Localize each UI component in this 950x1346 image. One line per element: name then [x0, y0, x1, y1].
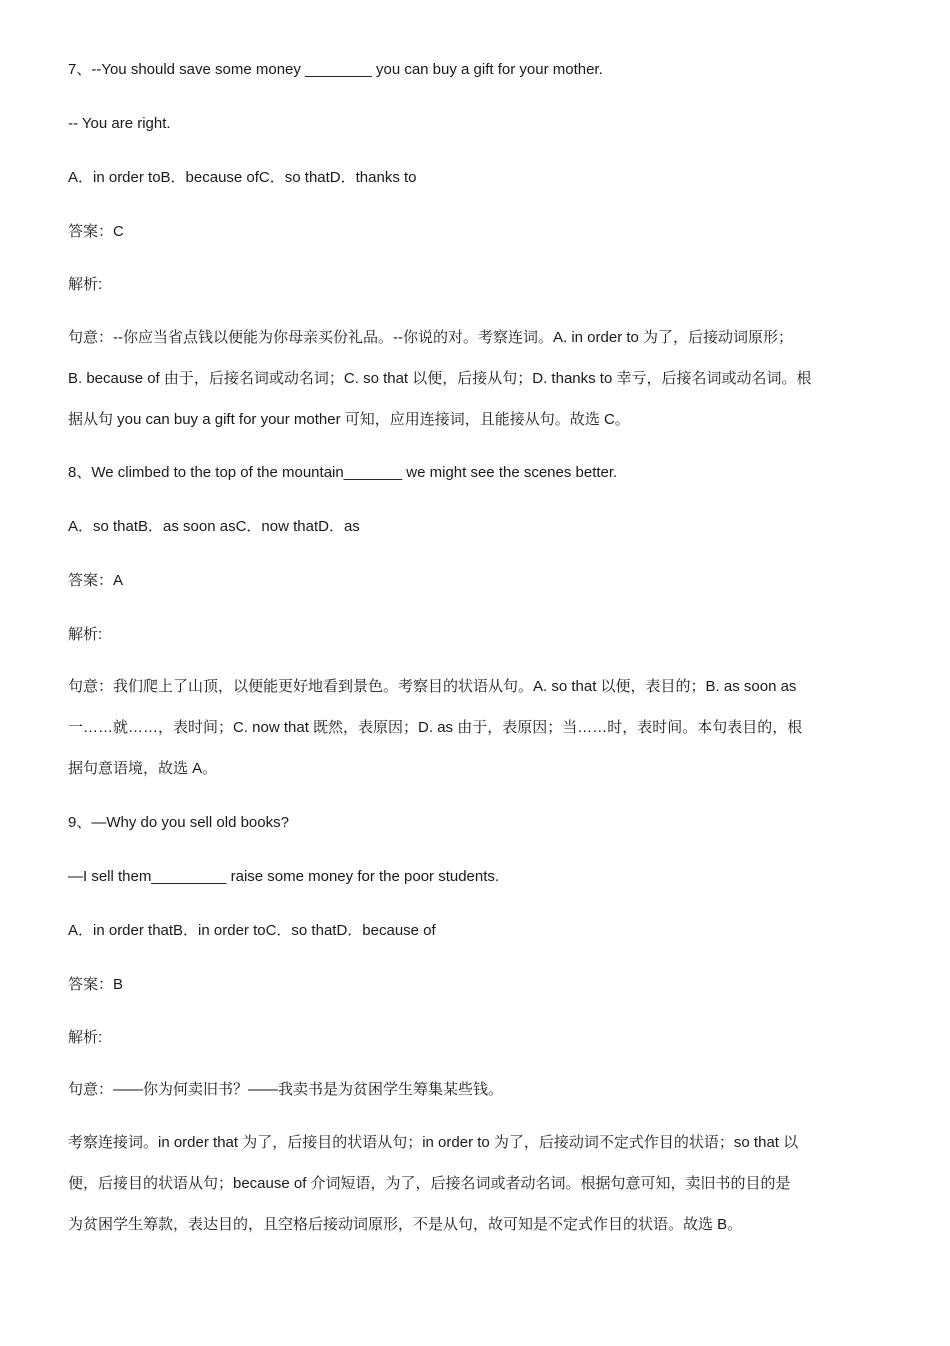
analysis-line: 为贫困学生筹款，表达目的，且空格后接动词原形，不是从句，故可知是不定式作目的状语。故选 B。	[68, 1216, 743, 1233]
question-8-answer: 答案：A	[68, 572, 124, 589]
question-9-analysis	[68, 1122, 883, 1245]
analysis-line: 考察连接词。in order that 为了，后接目的状语从句；in order to 为了，后接动词不定式作目的状语；so that 以	[68, 1134, 799, 1151]
question-9-response: —I sell them_________ raise some money for the poor students.	[68, 868, 500, 885]
question-9-analysis-meaning: 句意：——你为何卖旧书？——我卖书是为贫困学生筹集某些钱。	[68, 1081, 504, 1098]
question-7-analysis	[68, 317, 883, 440]
analysis-line: 据从句 you can buy a gift for your mother 可知，应用连接词，且能接从句。故选 C。	[68, 411, 630, 428]
question-8-analysis	[68, 666, 883, 789]
question-9-analysis-label: 解析:	[68, 1029, 103, 1046]
question-7-response: -- You are right.	[68, 115, 171, 132]
question-8-options: A．so thatB．as soon asC．now thatD．as	[68, 518, 360, 535]
analysis-line: 便，后接目的状语从句；because of 介词短语，为了，后接名词或者动名词。根据句意可知，卖旧书的目的是	[68, 1175, 791, 1192]
question-7-answer: 答案：C	[68, 223, 124, 240]
question-9-options: A．in order thatB．in order toC．so thatD．because of	[68, 922, 436, 939]
analysis-line: B. because of 由于，后接名词或动名词；C. so that 以便，后接从句；D. thanks to 幸亏，后接名词或动名词。根	[68, 370, 812, 387]
question-9-answer: 答案：B	[68, 976, 124, 993]
question-9-stem: 9、—Why do you sell old books?	[68, 814, 289, 831]
question-7-options: A．in order toB．because ofC．so thatD．thanks to	[68, 169, 417, 186]
analysis-line: 句意：--你应当省点钱以便能为你母亲买份礼品。--你说的对。考察连词。A. in order to 为了，后接动词原形；	[68, 329, 794, 346]
analysis-line: 句意：我们爬上了山顶，以便能更好地看到景色。考察目的状语从句。A. so that 以便，表目的；B. as soon as	[68, 678, 797, 695]
question-8-stem: 8、We climbed to the top of the mountain_______ we might see the scenes better.	[68, 464, 618, 481]
question-8-analysis-label: 解析:	[68, 626, 103, 643]
question-7-stem: 7、--You should save some money ________ you can buy a gift for your mother.	[68, 61, 603, 78]
analysis-line: 据句意语境，故选 A。	[68, 760, 218, 777]
analysis-line: 一……就……，表时间；C. now that 既然，表原因；D. as 由于，表原因；当……时，表时间。本句表目的，根	[68, 719, 803, 736]
question-7-analysis-label: 解析:	[68, 276, 103, 293]
